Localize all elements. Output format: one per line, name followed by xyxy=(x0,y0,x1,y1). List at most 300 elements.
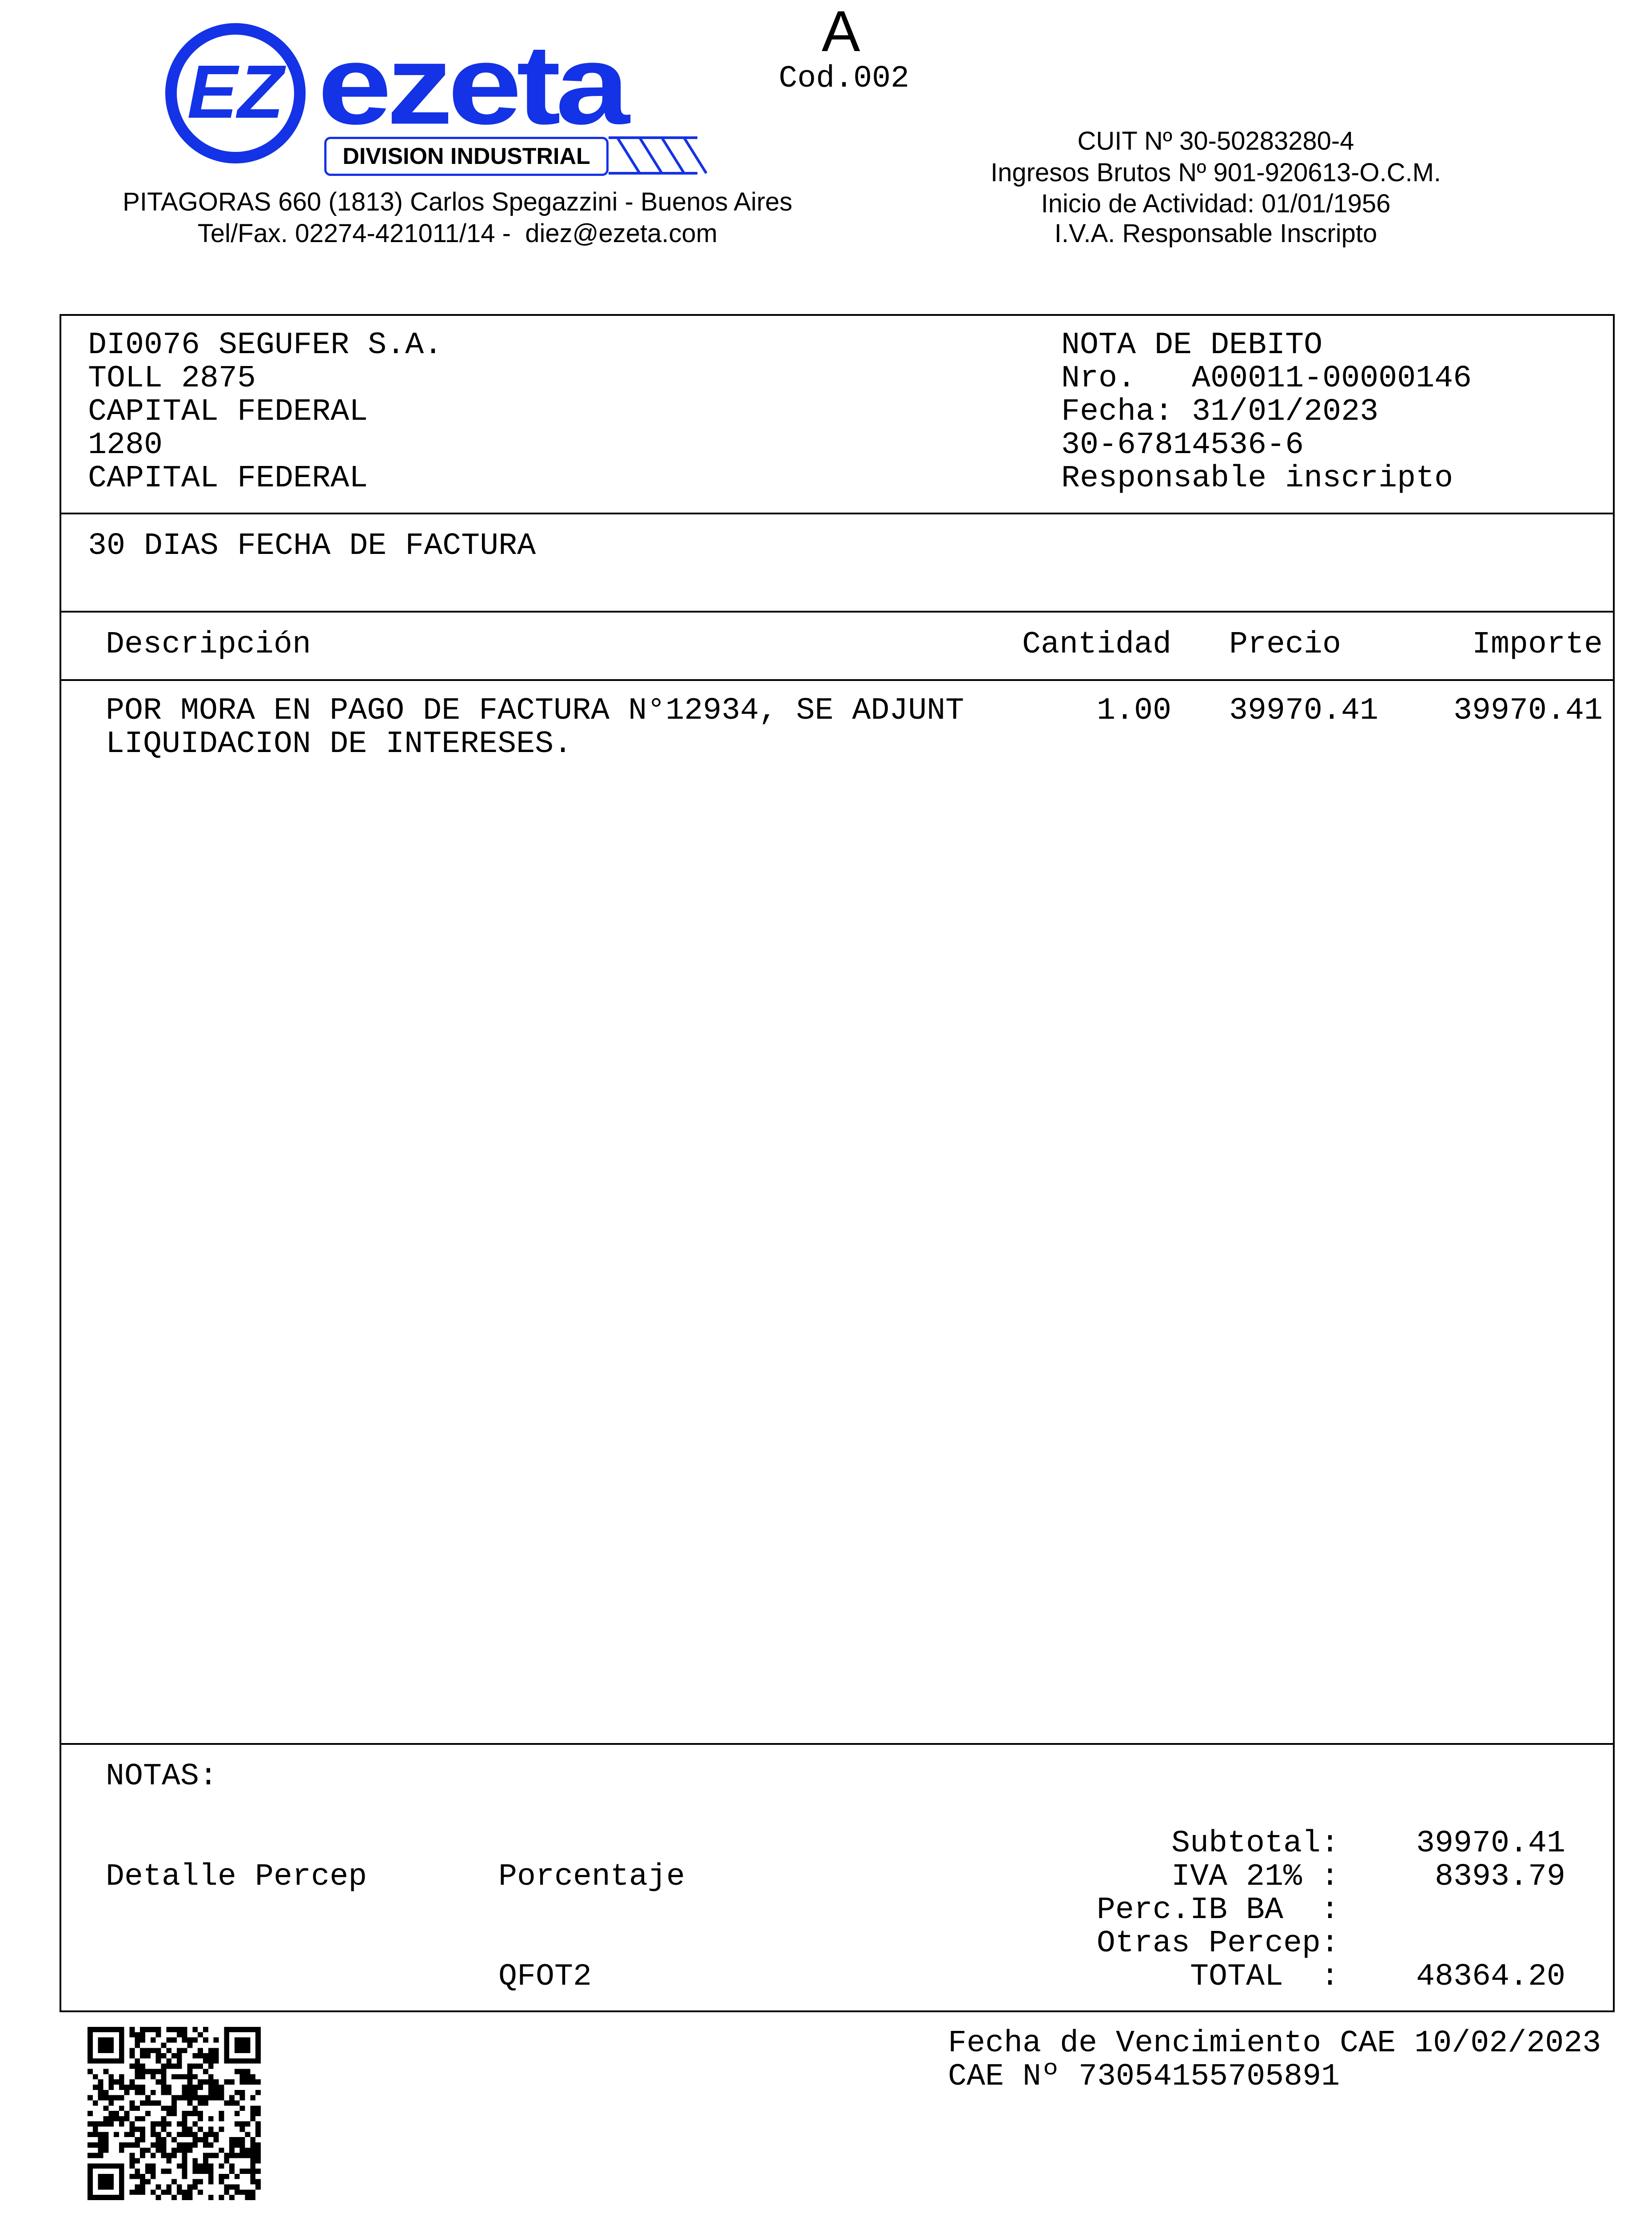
qr-module xyxy=(135,2169,140,2174)
qr-module xyxy=(130,2064,135,2069)
qr-module xyxy=(156,2148,161,2153)
qr-module xyxy=(151,2048,156,2053)
qr-module xyxy=(140,2048,145,2053)
svg-text:EZ: EZ xyxy=(187,50,284,134)
qr-module xyxy=(192,2163,198,2169)
qr-module xyxy=(203,2027,208,2032)
qr-module xyxy=(255,2158,261,2163)
qr-module xyxy=(88,2174,93,2179)
qr-module xyxy=(108,2179,114,2185)
qr-module xyxy=(198,2095,203,2101)
qr-module xyxy=(214,2058,219,2064)
qr-module xyxy=(208,2074,214,2079)
qr-module xyxy=(214,2137,219,2142)
qr-module xyxy=(130,2142,135,2148)
qr-module xyxy=(255,2038,261,2043)
qr-module xyxy=(171,2106,177,2111)
qr-module xyxy=(245,2074,251,2079)
qr-module xyxy=(108,2163,114,2169)
qr-module xyxy=(182,2195,187,2200)
qr-module xyxy=(108,2195,114,2200)
qr-module xyxy=(161,2148,166,2153)
qr-module xyxy=(140,2137,145,2142)
qr-module xyxy=(192,2038,198,2043)
qr-module xyxy=(219,2163,224,2169)
qr-module xyxy=(161,2116,166,2121)
qr-module xyxy=(219,2090,224,2095)
document-type: NOTA DE DEBITO xyxy=(1061,328,1323,363)
qr-module xyxy=(203,2153,208,2158)
qr-module xyxy=(182,2121,187,2127)
qr-module xyxy=(255,2121,261,2127)
qr-module xyxy=(171,2195,177,2200)
qr-module xyxy=(214,2079,219,2085)
qr-module xyxy=(135,2058,140,2064)
qr-module xyxy=(156,2100,161,2106)
qr-module xyxy=(187,2132,193,2137)
qr-module xyxy=(250,2163,255,2169)
qr-module xyxy=(240,2090,245,2095)
cae-number: CAE Nº 73054155705891 xyxy=(948,2059,1340,2094)
qr-module xyxy=(177,2163,182,2169)
qr-module xyxy=(245,2169,251,2174)
qr-module xyxy=(208,2132,214,2137)
qr-module xyxy=(140,2116,145,2121)
qr-module xyxy=(103,2195,108,2200)
qr-module xyxy=(119,2048,124,2053)
qr-module xyxy=(108,2042,114,2048)
qr-module xyxy=(229,2185,235,2190)
qr-module xyxy=(93,2100,98,2106)
qr-module xyxy=(93,2163,98,2169)
qr-module xyxy=(124,2116,130,2121)
qr-module xyxy=(235,2174,240,2179)
qr-module xyxy=(240,2079,245,2085)
qr-module xyxy=(255,2169,261,2174)
qr-module xyxy=(182,2116,187,2121)
qr-module xyxy=(93,2195,98,2200)
qr-module xyxy=(166,2121,171,2127)
header-price: Precio xyxy=(1229,627,1342,662)
qr-module xyxy=(151,2174,156,2179)
customer-line: CAPITAL FEDERAL xyxy=(88,394,368,430)
customer-iva-condition: Responsable inscripto xyxy=(1061,461,1453,496)
qr-module xyxy=(119,2163,124,2169)
qr-module xyxy=(198,2111,203,2116)
qr-module xyxy=(250,2189,255,2195)
qr-module xyxy=(135,2189,140,2195)
qr-module xyxy=(182,2132,187,2137)
qr-module xyxy=(250,2148,255,2153)
qr-module xyxy=(93,2121,98,2127)
qr-module xyxy=(156,2079,161,2085)
qr-module xyxy=(98,2179,103,2185)
qr-module xyxy=(224,2042,229,2048)
qr-module xyxy=(214,2048,219,2053)
qr-module xyxy=(166,2064,171,2069)
qr-module xyxy=(255,2148,261,2153)
qr-module xyxy=(182,2090,187,2095)
qr-module xyxy=(235,2111,240,2116)
qr-module xyxy=(229,2142,235,2148)
qr-module xyxy=(93,2153,98,2158)
qr-module xyxy=(161,2127,166,2132)
qr-module xyxy=(140,2185,145,2190)
qr-module xyxy=(103,2185,108,2190)
qr-module xyxy=(192,2090,198,2095)
qr-module xyxy=(103,2137,108,2142)
qr-module xyxy=(187,2069,193,2074)
qr-module xyxy=(198,2048,203,2053)
qr-module xyxy=(161,2074,166,2079)
qr-module xyxy=(187,2189,193,2195)
qr-module xyxy=(103,2132,108,2137)
qr-module xyxy=(140,2064,145,2069)
qr-module xyxy=(151,2121,156,2127)
qr-module xyxy=(229,2163,235,2169)
qr-module xyxy=(208,2058,214,2064)
qr-module xyxy=(93,2142,98,2148)
qr-module xyxy=(187,2127,193,2132)
qr-module xyxy=(151,2189,156,2195)
qr-module xyxy=(119,2185,124,2190)
qr-module xyxy=(166,2169,171,2174)
qr-module xyxy=(161,2069,166,2074)
qr-module xyxy=(208,2169,214,2174)
item-amount: 39970.41 xyxy=(1453,693,1603,728)
qr-module xyxy=(198,2064,203,2069)
qr-module xyxy=(140,2153,145,2158)
qr-module xyxy=(135,2116,140,2121)
qr-module xyxy=(124,2085,130,2090)
qr-module xyxy=(130,2106,135,2111)
qr-module xyxy=(156,2032,161,2038)
qr-module xyxy=(187,2064,193,2069)
qr-module xyxy=(88,2142,93,2148)
qr-module xyxy=(219,2127,224,2132)
percep-code: QFOT2 xyxy=(498,1959,592,1994)
qr-module xyxy=(119,2095,124,2101)
qr-module xyxy=(245,2079,251,2085)
qr-module xyxy=(245,2153,251,2158)
qr-module xyxy=(255,2142,261,2148)
qr-module xyxy=(114,2132,119,2137)
qr-module xyxy=(224,2079,229,2085)
qr-module xyxy=(187,2100,193,2106)
qr-module xyxy=(208,2163,214,2169)
qr-module xyxy=(187,2195,193,2200)
qr-module xyxy=(98,2079,103,2085)
qr-module xyxy=(255,2090,261,2095)
qr-module xyxy=(156,2142,161,2148)
qr-module xyxy=(140,2174,145,2179)
qr-module xyxy=(187,2095,193,2101)
qr-module xyxy=(161,2106,166,2111)
qr-module xyxy=(166,2038,171,2043)
qr-module xyxy=(240,2027,245,2032)
qr-module xyxy=(177,2074,182,2079)
qr-module xyxy=(98,2038,103,2043)
qr-module xyxy=(119,2148,124,2153)
qr-module xyxy=(208,2064,214,2069)
qr-module xyxy=(156,2048,161,2053)
qr-module xyxy=(98,2174,103,2179)
qr-module xyxy=(229,2169,235,2174)
qr-module xyxy=(203,2053,208,2058)
qr-module xyxy=(250,2106,255,2111)
qr-module xyxy=(88,2163,93,2169)
qr-module xyxy=(166,2027,171,2032)
qr-module xyxy=(177,2095,182,2101)
qr-module xyxy=(119,2053,124,2058)
qr-module xyxy=(135,2042,140,2048)
qr-module xyxy=(103,2116,108,2121)
qr-module xyxy=(219,2195,224,2200)
customer-line: CAPITAL FEDERAL xyxy=(88,461,368,496)
qr-module xyxy=(88,2195,93,2200)
qr-module xyxy=(130,2100,135,2106)
qr-module xyxy=(229,2137,235,2142)
qr-module xyxy=(140,2148,145,2153)
qr-module xyxy=(182,2111,187,2116)
qr-module xyxy=(240,2148,245,2153)
qr-module xyxy=(108,2174,114,2179)
qr-module xyxy=(187,2074,193,2079)
qr-module xyxy=(135,2090,140,2095)
qr-module xyxy=(182,2032,187,2038)
qr-module xyxy=(245,2148,251,2153)
qr-module xyxy=(124,2090,130,2095)
qr-module xyxy=(235,2189,240,2195)
qr-module xyxy=(240,2169,245,2174)
qr-module xyxy=(177,2048,182,2053)
qr-module xyxy=(214,2095,219,2101)
qr-module xyxy=(119,2058,124,2064)
company-start-date: Inicio de Actividad: 01/01/1956 xyxy=(1041,189,1391,218)
qr-module xyxy=(187,2079,193,2085)
qr-module xyxy=(240,2142,245,2148)
qr-module xyxy=(250,2116,255,2121)
qr-module xyxy=(161,2121,166,2127)
qr-module xyxy=(145,2179,151,2185)
logo-division: DIVISION INDUSTRIAL xyxy=(324,137,609,176)
company-address: PITAGORAS 660 (1813) Carlos Spegazzini - Buenos Aires xyxy=(123,187,792,216)
qr-module xyxy=(98,2142,103,2148)
qr-module xyxy=(245,2048,251,2053)
document-date: Fecha: 31/01/2023 xyxy=(1061,394,1379,430)
qr-module xyxy=(198,2085,203,2090)
qr-module xyxy=(156,2137,161,2142)
qr-module xyxy=(145,2148,151,2153)
qr-module xyxy=(208,2048,214,2053)
qr-module xyxy=(135,2185,140,2190)
qr-module xyxy=(240,2153,245,2158)
qr-module xyxy=(177,2148,182,2153)
qr-module xyxy=(182,2169,187,2174)
percep-pct-label: Porcentaje xyxy=(498,1859,685,1895)
qr-module xyxy=(240,2106,245,2111)
qr-module xyxy=(182,2158,187,2163)
qr-module xyxy=(187,2148,193,2153)
subtotal-label: Subtotal: xyxy=(1171,1826,1339,1861)
notes-label: NOTAS: xyxy=(106,1759,218,1794)
qr-module xyxy=(203,2132,208,2137)
qr-module xyxy=(130,2153,135,2158)
qr-module xyxy=(161,2142,166,2148)
qr-module xyxy=(98,2090,103,2095)
subtotal-value: 39970.41 xyxy=(1416,1826,1565,1861)
qr-module xyxy=(166,2158,171,2163)
qr-module xyxy=(250,2079,255,2085)
qr-module xyxy=(214,2090,219,2095)
qr-module xyxy=(245,2027,251,2032)
qr-module xyxy=(130,2127,135,2132)
qr-module xyxy=(135,2069,140,2074)
invoice-code: Cod.002 xyxy=(778,61,910,96)
qr-module xyxy=(219,2111,224,2116)
qr-module xyxy=(108,2111,114,2116)
qr-module xyxy=(171,2111,177,2116)
qr-module xyxy=(187,2185,193,2190)
qr-module xyxy=(203,2100,208,2106)
qr-module xyxy=(119,2042,124,2048)
qr-module xyxy=(119,2106,124,2111)
qr-module xyxy=(140,2179,145,2185)
qr-module xyxy=(229,2148,235,2153)
qr-module xyxy=(161,2090,166,2095)
qr-module xyxy=(255,2153,261,2158)
iva-label: IVA 21% : xyxy=(1171,1859,1339,1895)
qr-module xyxy=(255,2042,261,2048)
qr-module xyxy=(166,2085,171,2090)
qr-module xyxy=(98,2048,103,2053)
qr-module xyxy=(255,2048,261,2053)
qr-module xyxy=(171,2153,177,2158)
qr-module xyxy=(208,2142,214,2148)
qr-module xyxy=(145,2053,151,2058)
qr-module xyxy=(203,2095,208,2101)
qr-module xyxy=(98,2132,103,2137)
qr-module xyxy=(151,2127,156,2132)
qr-module xyxy=(224,2189,229,2195)
qr-module xyxy=(156,2058,161,2064)
qr-module xyxy=(177,2053,182,2058)
total-label: TOTAL : xyxy=(1190,1959,1339,1994)
qr-module xyxy=(214,2053,219,2058)
qr-module xyxy=(192,2169,198,2174)
qr-module xyxy=(229,2058,235,2064)
qr-module xyxy=(171,2137,177,2142)
company-cuit: CUIT Nº 30-50283280-4 xyxy=(1077,127,1354,155)
qr-module xyxy=(119,2189,124,2195)
qr-module xyxy=(208,2090,214,2095)
qr-module xyxy=(235,2137,240,2142)
qr-module xyxy=(219,2179,224,2185)
qr-module xyxy=(203,2158,208,2163)
company-iibb: Ingresos Brutos Nº 901-920613-O.C.M. xyxy=(990,158,1441,187)
qr-module xyxy=(135,2106,140,2111)
qr-module xyxy=(151,2074,156,2079)
qr-module xyxy=(103,2048,108,2053)
qr-module xyxy=(224,2174,229,2179)
qr-module xyxy=(88,2111,93,2116)
qr-module xyxy=(192,2111,198,2116)
qr-module xyxy=(235,2142,240,2148)
qr-module xyxy=(88,2027,93,2032)
qr-module xyxy=(177,2064,182,2069)
qr-module xyxy=(198,2127,203,2132)
qr-module xyxy=(88,2053,93,2058)
qr-module xyxy=(250,2195,255,2200)
qr-module xyxy=(177,2058,182,2064)
qr-module xyxy=(203,2058,208,2064)
qr-module xyxy=(235,2038,240,2043)
header-description: Descripción xyxy=(106,627,311,662)
qr-module xyxy=(156,2027,161,2032)
qr-module xyxy=(145,2069,151,2074)
qr-module xyxy=(151,2038,156,2043)
qr-module xyxy=(103,2106,108,2111)
qr-module xyxy=(140,2127,145,2132)
qr-module xyxy=(103,2142,108,2148)
qr-module xyxy=(224,2038,229,2043)
qr-module xyxy=(156,2132,161,2137)
qr-module xyxy=(161,2042,166,2048)
qr-module xyxy=(140,2100,145,2106)
qr-module xyxy=(151,2027,156,2032)
qr-module xyxy=(98,2153,103,2158)
qr-module xyxy=(119,2142,124,2148)
qr-module xyxy=(135,2074,140,2079)
qr-module xyxy=(235,2069,240,2074)
divider xyxy=(60,513,1615,514)
qr-module xyxy=(103,2095,108,2101)
qr-module xyxy=(166,2132,171,2137)
qr-module xyxy=(103,2027,108,2032)
customer-line: TOLL 2875 xyxy=(88,361,256,396)
header-amount: Importe xyxy=(1472,627,1603,662)
qr-module xyxy=(224,2153,229,2158)
qr-module xyxy=(240,2074,245,2079)
qr-module xyxy=(240,2042,245,2048)
qr-module xyxy=(235,2042,240,2048)
qr-module xyxy=(145,2048,151,2053)
qr-module xyxy=(224,2048,229,2053)
qr-module xyxy=(240,2095,245,2101)
qr-module xyxy=(135,2038,140,2043)
qr-module xyxy=(98,2058,103,2064)
qr-module xyxy=(119,2027,124,2032)
qr-module xyxy=(235,2121,240,2127)
qr-module xyxy=(192,2074,198,2079)
qr-module xyxy=(203,2038,208,2043)
qr-module xyxy=(198,2116,203,2121)
qr-module xyxy=(103,2174,108,2179)
qr-module xyxy=(130,2048,135,2053)
qr-module xyxy=(177,2142,182,2148)
qr-module xyxy=(103,2058,108,2064)
qr-module xyxy=(187,2142,193,2148)
qr-module xyxy=(192,2064,198,2069)
qr-module xyxy=(130,2189,135,2195)
payment-terms: 30 DIAS FECHA DE FACTURA xyxy=(88,529,536,564)
item-description-cont: LIQUIDACION DE INTERESES. xyxy=(106,727,573,762)
qr-module xyxy=(229,2153,235,2158)
qr-module xyxy=(208,2174,214,2179)
qr-module xyxy=(166,2058,171,2064)
qr-module xyxy=(108,2185,114,2190)
qr-module xyxy=(130,2132,135,2137)
